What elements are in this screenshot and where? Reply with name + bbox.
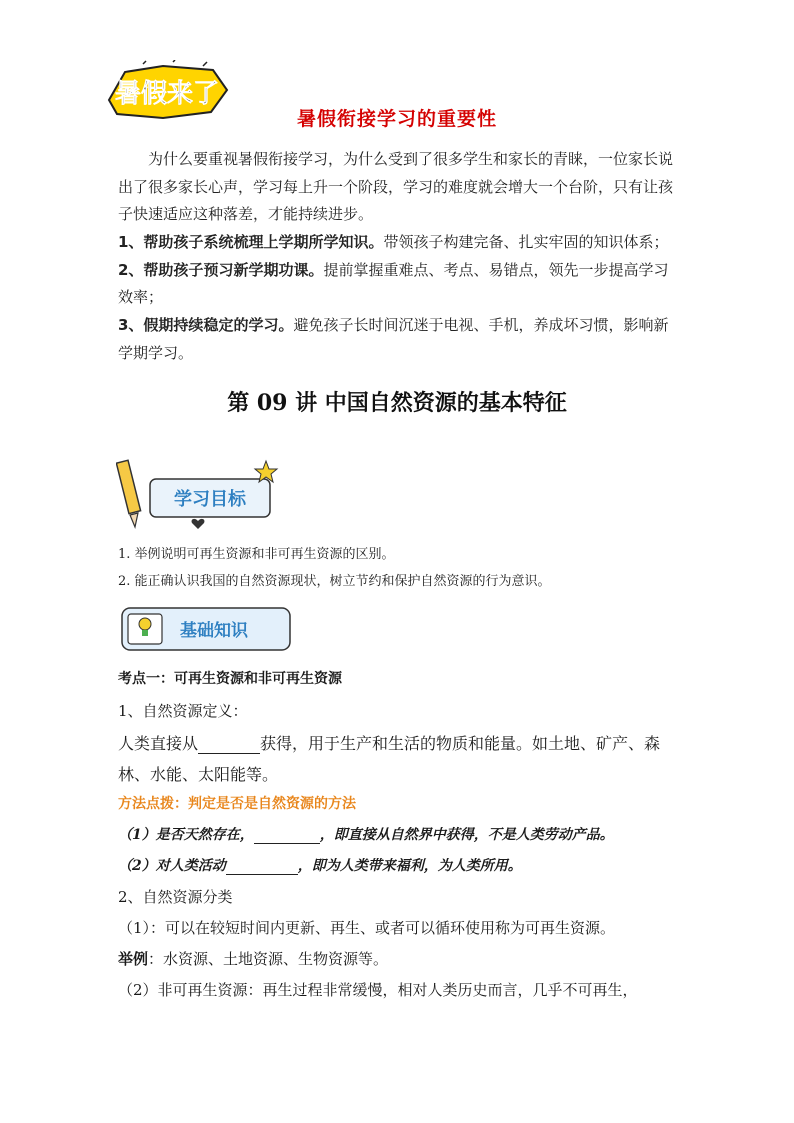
basics-badge [118,604,298,654]
logo-text: 暑假来了 [114,79,220,109]
promo-intro: 为什么要重视暑假衔接学习，为什么受到了很多学生和家长的青睐，一位家长说 [148,150,674,168]
method-title: 方法点拨：判定是否是自然资源的方法 [118,796,356,812]
pencil-icon [116,460,140,527]
method-item-1: （1）是否天然存在， ，即直接从自然界中获得，不是人类劳动产品。 [118,827,614,843]
fill-blank-3[interactable] [226,858,298,875]
goal-item-2: 2. 能正确认识我国的自然资源现状，树立节约和保护自然资源的行为意识。 [118,574,551,589]
promo-title: 暑假衔接学习的重要性 [296,108,497,130]
goals-badge [116,455,286,535]
heart-icon [192,519,205,529]
promo-point-3: 3、假期持续稳定的学习。避免孩子长时间沉迷于电视、手机，养成坏习惯，影响新 [118,316,669,334]
definition-text-cont: 林、水能、太阳能等。 [118,765,279,784]
svg-text:学习目标: 学习目标 [174,489,246,510]
classification-item-2: （2）非可再生资源：再生过程非常缓慢，相对人类历史而言，几乎不可再生， [118,981,638,999]
svg-text:基础知识: 基础知识 [180,621,248,641]
promo-intro-line2: 出了很多家长心声，学习每上升一个阶段，学习的难度就会增大一个台阶，只有让孩 [118,178,674,196]
lesson-title: 第 09 讲 中国自然资源的基本特征 [227,390,567,416]
definition-text: 人类直接从 获得，用于生产和生活的物质和能量。如土地、矿产、森 [118,734,661,753]
kaodian-heading: 考点一：可再生资源和非可再生资源 [118,671,342,687]
promo-point-2-cont: 效率； [118,288,164,306]
fill-blank-1[interactable] [198,734,260,754]
method-item-2: （2）对人类活动 ，即为人类带来福利，为人类所用。 [118,858,522,874]
fill-blank-2[interactable] [254,827,320,844]
book-bulb-icon [128,614,162,644]
promo-point-3-cont: 学期学习。 [118,344,194,362]
definition-heading: 1、自然资源定义： [118,702,248,720]
promo-point-1: 1、帮助孩子系统梳理上学期所学知识。带领孩子构建完备、扎实牢固的知识体系； [118,233,669,251]
goal-item-1: 1. 举例说明可再生资源和非可再生资源的区别。 [118,547,395,562]
classification-heading: 2、自然资源分类 [118,888,233,906]
example-line: 举例：水资源、土地资源、生物资源等。 [118,950,389,968]
classification-item-1: （1）：可以在较短时间内更新、再生、或者可以循环使用称为可再生资源。 [118,919,616,937]
promo-point-2: 2、帮助孩子预习新学期功课。提前掌握重难点、考点、易错点，领先一步提高学习 [118,261,669,279]
promo-intro-line3: 子快速适应这种落差，才能持续进步。 [118,205,374,223]
